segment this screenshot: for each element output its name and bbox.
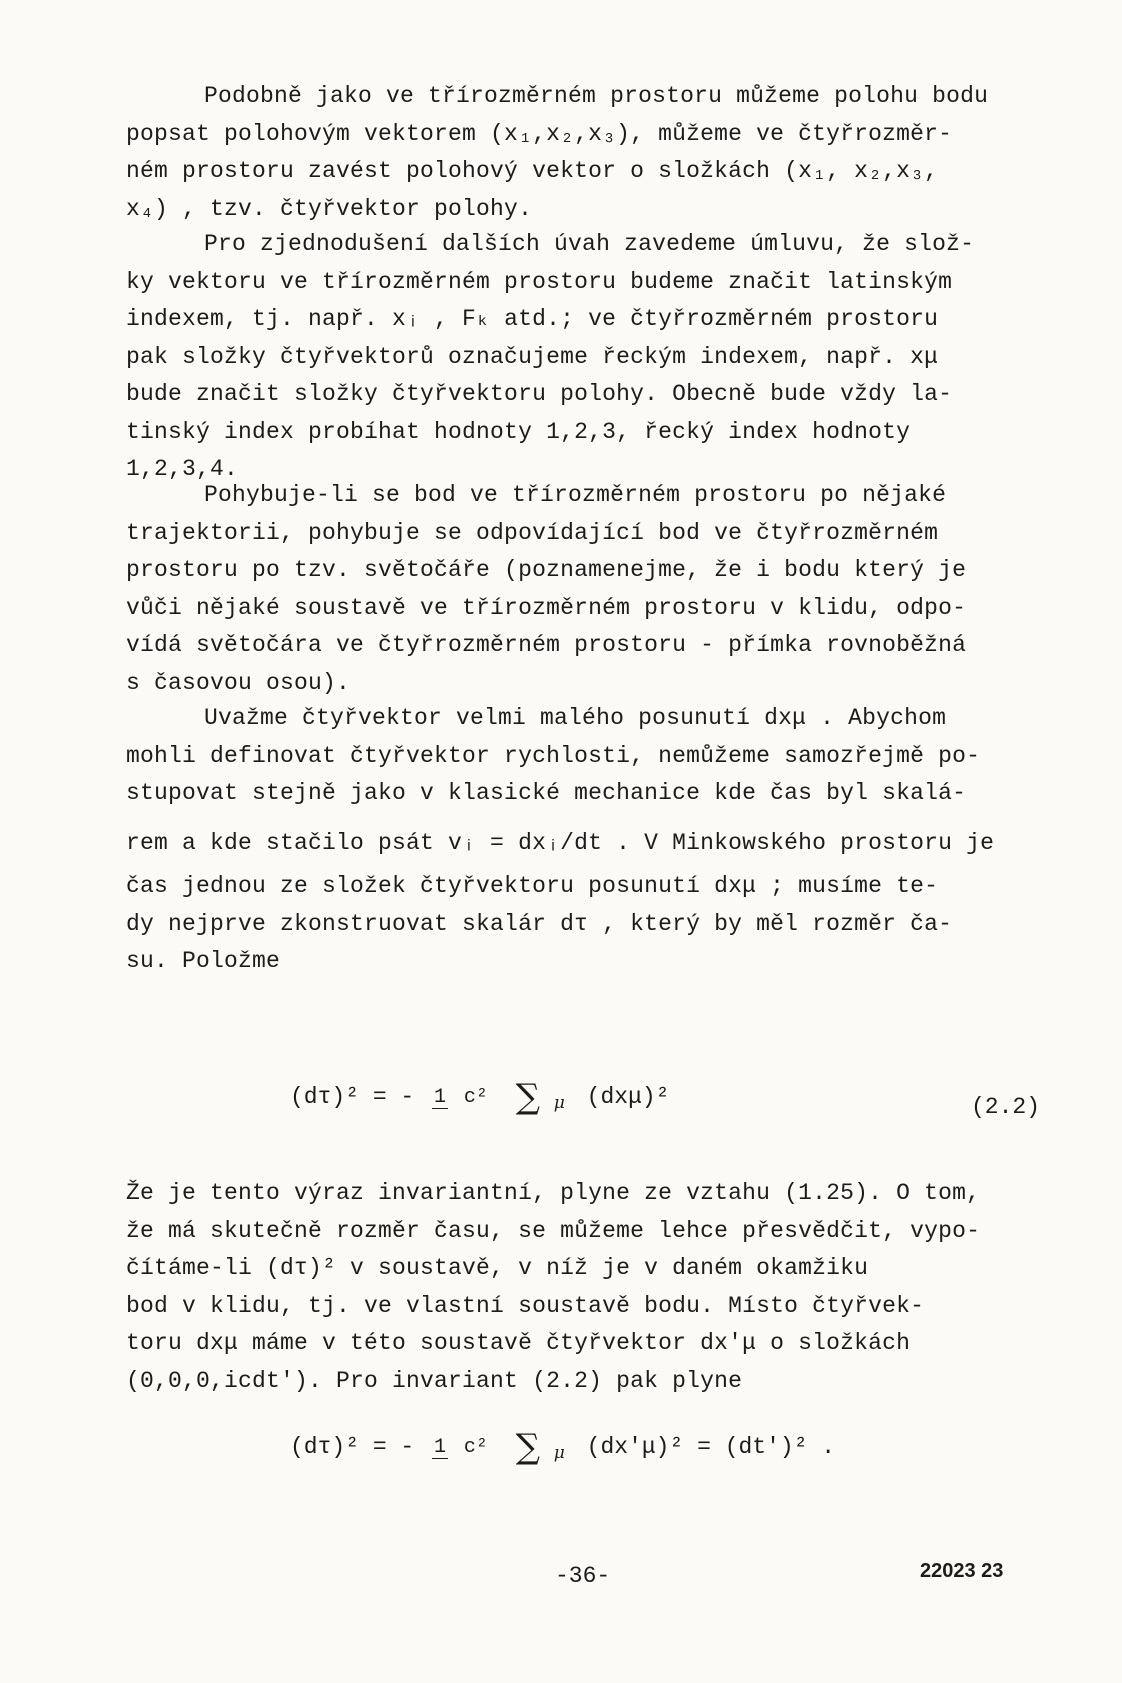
summation: [515, 1427, 565, 1467]
equation-lhs: (dτ)² = -: [290, 1434, 415, 1461]
text-line: su. Položme: [126, 948, 281, 974]
paragraph-1: [126, 78, 1056, 228]
text-line: Pohybuje-li se bod ve třírozměrném prostoru po nějaké: [204, 482, 947, 508]
print-code: 22023 23: [920, 1560, 1004, 1582]
paragraph-2: [126, 226, 1056, 489]
text-line: prostoru po tzv. světočáře (poznamenejme, že i bodu který je: [126, 557, 967, 583]
text-line: popsat polohovým vektorem (x₁,x₂,x₃), můžeme ve čtyřrozměr-: [126, 120, 953, 147]
equation-rhs: (dx'μ)² = (dt')² .: [586, 1434, 836, 1461]
text-line: Uvažme čtyřvektor velmi malého posunutí dxμ . Abychom: [204, 705, 947, 731]
text-line: ky vektoru ve třírozměrném prostoru budeme značit latinským: [126, 268, 953, 295]
fraction-denominator: c²: [463, 1086, 488, 1109]
text-line: Podobně jako ve třírozměrném prostoru můžeme polohu bodu: [204, 83, 989, 109]
equation-rhs: (dxμ)²: [586, 1084, 670, 1111]
text-line: vídá světočára ve čtyřrozměrném prostoru - přímka rovnoběžná: [126, 632, 967, 658]
text-line: s časovou osou).: [126, 669, 351, 696]
equation-lhs: (dτ)² = -: [290, 1084, 415, 1111]
equation-proper-time: [290, 1427, 836, 1467]
summation-index: μ: [553, 1443, 565, 1463]
text-line: indexem, tj. např. xᵢ , Fₖ atd.; ve čtyřrozměrném prostoru: [126, 306, 939, 332]
text-line: pak složky čtyřvektorů označujeme řeckým indexem, např. xμ: [126, 343, 939, 370]
page-number: -36-: [555, 1563, 611, 1589]
text-line: Pro zjednodušení dalších úvah zavedeme úmluvu, že slož-: [204, 231, 975, 257]
text-line: čítáme-li (dτ)² v soustavě, v níž je v daném okamžiku: [126, 1255, 869, 1281]
summation-symbol: ∑: [515, 1077, 540, 1117]
summation-index: μ: [553, 1093, 565, 1113]
text-line: 1,2,3,4.: [126, 456, 239, 482]
summation: [515, 1077, 565, 1117]
text-line: že má skutečně rozměr času, se můžeme lehce přesvědčit, vypo-: [126, 1217, 981, 1244]
text-line: stupovat stejně jako v klasické mechanice kde čas byl skalá-: [126, 780, 967, 806]
text-line: vůči nějaké soustavě ve třírozměrném prostoru v klidu, odpo-: [126, 594, 967, 621]
equation-number: (2.2): [970, 1094, 1040, 1120]
text-line: ném prostoru zavést polohový vektor o složkách (x₁, x₂,x₃,: [126, 158, 939, 184]
paragraph-3: [126, 477, 1056, 702]
text-line: dy nejprve zkonstruovat skalár dτ , který by měl rozměr ča-: [126, 910, 953, 937]
text-line: rem a kde stačilo psát vᵢ = dxᵢ/dt . V Minkowského prostoru je: [126, 829, 995, 856]
text-line: trajektorii, pohybuje se odpovídající bod ve čtyřrozměrném: [126, 519, 939, 546]
text-line: tinský index probíhat hodnoty 1,2,3, řecký index hodnoty: [126, 418, 911, 445]
text-line: bod v klidu, tj. ve vlastní soustavě bodu. Místo čtyřvek-: [126, 1292, 925, 1319]
text-line: x₄) , tzv. čtyřvektor polohy.: [126, 195, 533, 222]
text-line: čas jednou ze složek čtyřvektoru posunutí dxμ ; musíme te-: [126, 873, 939, 899]
text-line: (0,0,0,icdt'). Pro invariant (2.2) pak plyne: [126, 1367, 743, 1394]
text-line: mohli definovat čtyřvektor rychlosti, nemůžeme samozřejmě po-: [126, 742, 981, 769]
fraction-denominator: c²: [463, 1436, 488, 1459]
text-line: bude značit složky čtyřvektoru polohy. Obecně bude vždy la-: [126, 381, 953, 407]
equation-2-2: [290, 1077, 670, 1117]
text-line: Že je tento výraz invariantní, plyne ze vztahu (1.25). O tom,: [126, 1180, 981, 1206]
fraction-numerator: 1: [434, 1436, 447, 1459]
paragraph-4: [126, 700, 1056, 981]
fraction: [432, 1085, 490, 1109]
text-line: toru dxμ máme v této soustavě čtyřvektor dx'μ o složkách: [126, 1330, 911, 1356]
fraction: [432, 1435, 490, 1459]
summation-symbol: ∑: [515, 1427, 540, 1467]
fraction-numerator: 1: [434, 1086, 447, 1109]
paragraph-5: [126, 1175, 1056, 1400]
